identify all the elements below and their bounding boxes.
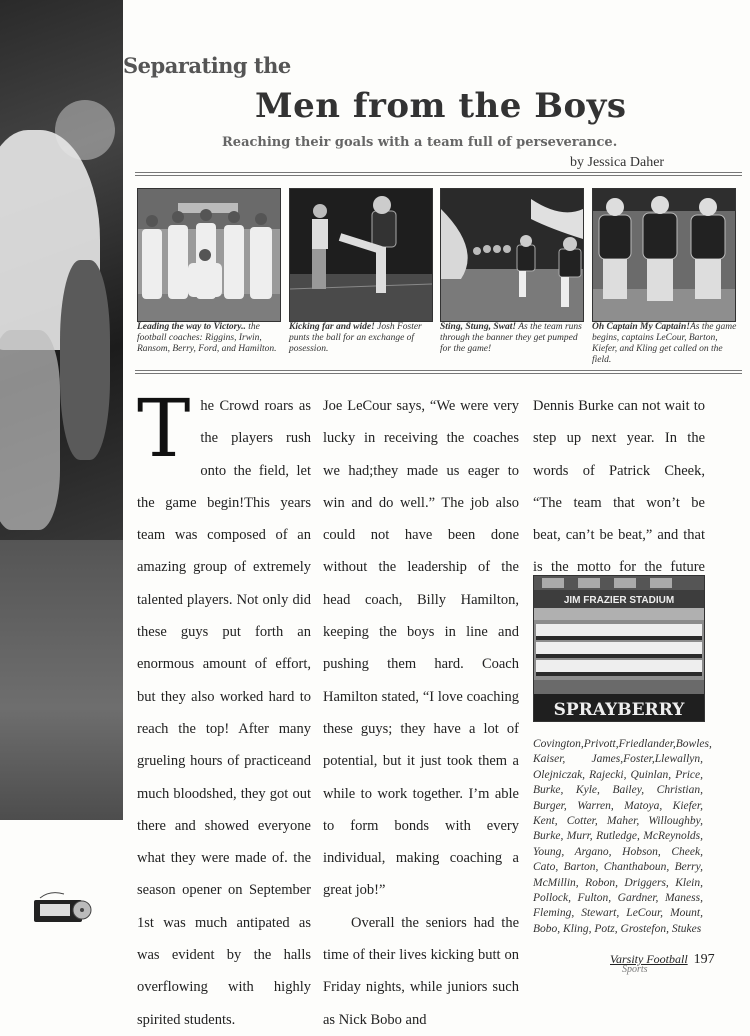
yearbook-logo-icon — [30, 888, 92, 928]
byline: by Jessica Daher — [570, 155, 665, 170]
photo-banner-run — [440, 188, 584, 322]
article-paragraph: Overall the seniors had the time of their lives kicking butt on Friday nights, while juniors such as Nick Bobo and — [323, 914, 519, 1028]
caption-captains: Oh Captain My Captain!As the game begins, captains LeCour, Barton, Kiefer, and Kling get called on the field. — [592, 322, 737, 365]
team-roster-caption: Covington,Privott,Friedlander,Bowles, Kaiser, James,Foster,Llewallyn, Olejniczak, Rajecki, Quinlan, Price, Burke, Kyle, Bailey, Christian, Burger, Warren, Matoya, Kiefer, Kent, Cotter, Maher, Willoughby, Burke, Murr, Rutledge, McReynolds, Young, Argano, Hobson, Cheek, Cato, Barton, Chanthaboun, Berry, McMillin, Robon, Driggers, Klein, Pollock, Fulton, Gardner, Maness, Fleming, Stewart, LeCour, Mount, Bobo, Kling, Potz, Grostefon, Stukes — [533, 738, 712, 935]
page-footer — [610, 950, 715, 975]
subtitle: Reaching their goals with a team full of perseverance. — [222, 135, 618, 150]
article-column-1 — [137, 382, 311, 1036]
title-small: Separating the — [123, 53, 291, 78]
photo-punter — [289, 188, 433, 322]
caption-coaches: Leading the way to Victory.. the football coaches: Riggins, Irwin, Ransom, Berry, Ford, and Hamilton. — [137, 322, 277, 354]
school-sign: SPRAYBERRY — [553, 700, 685, 720]
footer-subsection: Sports — [622, 964, 648, 975]
article-paragraph: Dennis Burke can not wait to step up next year. In the words of Patrick Cheek, “The team that won’t be beat, can’t be beat,” and that is the motto for the future — [533, 398, 705, 576]
page-title: Men from the Boys — [255, 86, 627, 126]
photo-captains — [592, 188, 736, 322]
top-divider — [135, 172, 742, 176]
stadium-sign: JIM FRAZIER STADIUM — [563, 595, 675, 606]
photo-coaches — [137, 188, 281, 322]
caption-banner-run: Sting, Stung, Swat! As the team runs through the banner they get pumped for the game! — [440, 322, 582, 354]
article-paragraph: Joe LeCour says, “We were very lucky in receiving the coaches we had;they made us eager to win and do well.” The job also could not have been done without the leadership of the head coach, Billy Hamilton, keeping the boys in line and pushing them hard. Coach Hamilton stated, “I love coaching these guys; they have a lot of potential, but it just took them a while to work together. I’m able to form bonds with every individual, making coaching a great job!” — [323, 398, 519, 899]
drop-cap: T — [137, 382, 191, 475]
left-edge-photo — [0, 0, 123, 820]
article-paragraph: he Crowd roars as the players rush onto the field, let the game begin!This years team was composed of an amazing group of extremely talented players. Not only did these guys put forth an enormous amount of effort, but they also worked hard to reach the top! After many grueling hours of practiceand much bloodshed, they got out there and showed everyone what they were made of. the season opener on September 1st was much antipated as was evident by the halls overflowing with highly spirited students. — [137, 398, 311, 1028]
mid-divider — [135, 370, 742, 374]
footer-section: Varsity Football — [610, 952, 688, 966]
caption-punter: Kicking far and wide! Josh Foster punts the ball for an exchange of posession. — [289, 322, 422, 354]
page-number: 197 — [693, 952, 715, 967]
team-photo — [533, 575, 705, 722]
article-column-2 — [323, 390, 519, 1036]
